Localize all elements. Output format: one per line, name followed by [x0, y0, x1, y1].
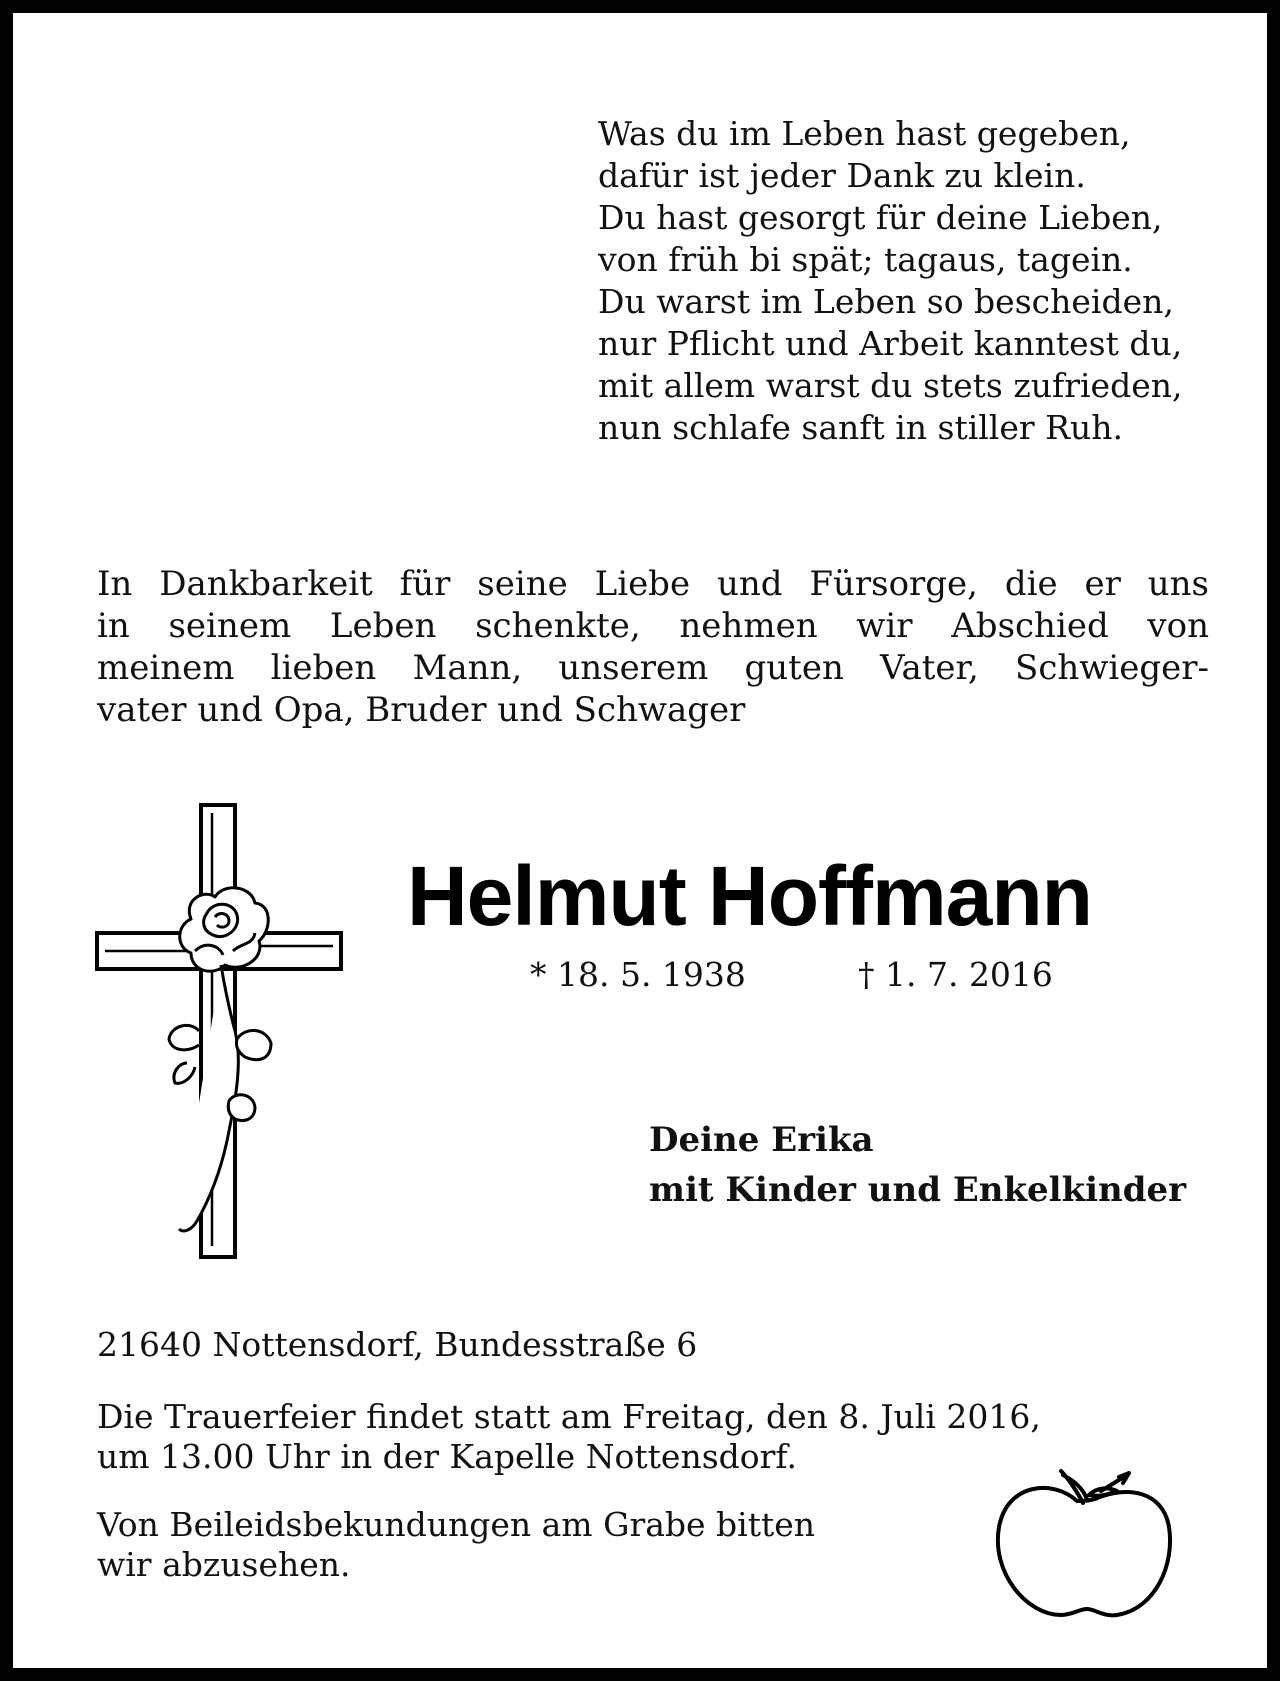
intro-line: meinem lieben Mann, unserem guten Vater, Schwieger- — [97, 648, 1209, 688]
poem-line: nur Pflicht und Arbeit kanntest du, — [598, 324, 1183, 363]
deceased-name: Helmut Hoffmann — [407, 849, 1092, 943]
family-signature — [649, 1115, 1186, 1215]
poem-line: nun schlafe sanft in stiller Ruh. — [598, 408, 1124, 447]
apple-icon — [991, 1465, 1177, 1625]
signature-line: Deine Erika — [649, 1120, 874, 1160]
condolence-notice — [97, 1505, 815, 1585]
ceremony-line: Die Trauerfeier findet statt am Freitag, den 8. Juli 2016, — [97, 1397, 1041, 1436]
ceremony-notice — [97, 1397, 1041, 1477]
ceremony-line: um 13.00 Uhr in der Kapelle Nottensdorf. — [97, 1437, 797, 1476]
death-date: † 1. 7. 2016 — [858, 955, 1053, 994]
memorial-poem — [598, 113, 1182, 449]
poem-line: dafür ist jeder Dank zu klein. — [598, 156, 1086, 195]
poem-line: Du hast gesorgt für deine Lieben, — [598, 198, 1163, 237]
intro-paragraph — [97, 563, 1209, 731]
birth-date: * 18. 5. 1938 — [530, 955, 746, 994]
poem-line: von früh bi spät; tagaus, tagein. — [598, 240, 1133, 279]
condolence-line: wir abzusehen. — [97, 1545, 351, 1584]
intro-line: vater und Opa, Bruder und Schwager — [97, 690, 746, 730]
intro-line: In Dankbarkeit für seine Liebe und Fürsorge, die er uns — [97, 564, 1209, 604]
condolence-line: Von Beileidsbekundungen am Grabe bitten — [97, 1505, 816, 1544]
cross-with-rose-icon — [95, 801, 345, 1261]
intro-line: in seinem Leben schenkte, nehmen wir Abschied von — [97, 606, 1209, 646]
signature-line: mit Kinder und Enkelkinder — [649, 1170, 1187, 1210]
poem-line: Du warst im Leben so bescheiden, — [598, 282, 1174, 321]
poem-line: mit allem warst du stets zufrieden, — [598, 366, 1183, 405]
address: 21640 Nottensdorf, Bundesstraße 6 — [97, 1325, 698, 1364]
poem-line: Was du im Leben hast gegeben, — [598, 114, 1131, 153]
